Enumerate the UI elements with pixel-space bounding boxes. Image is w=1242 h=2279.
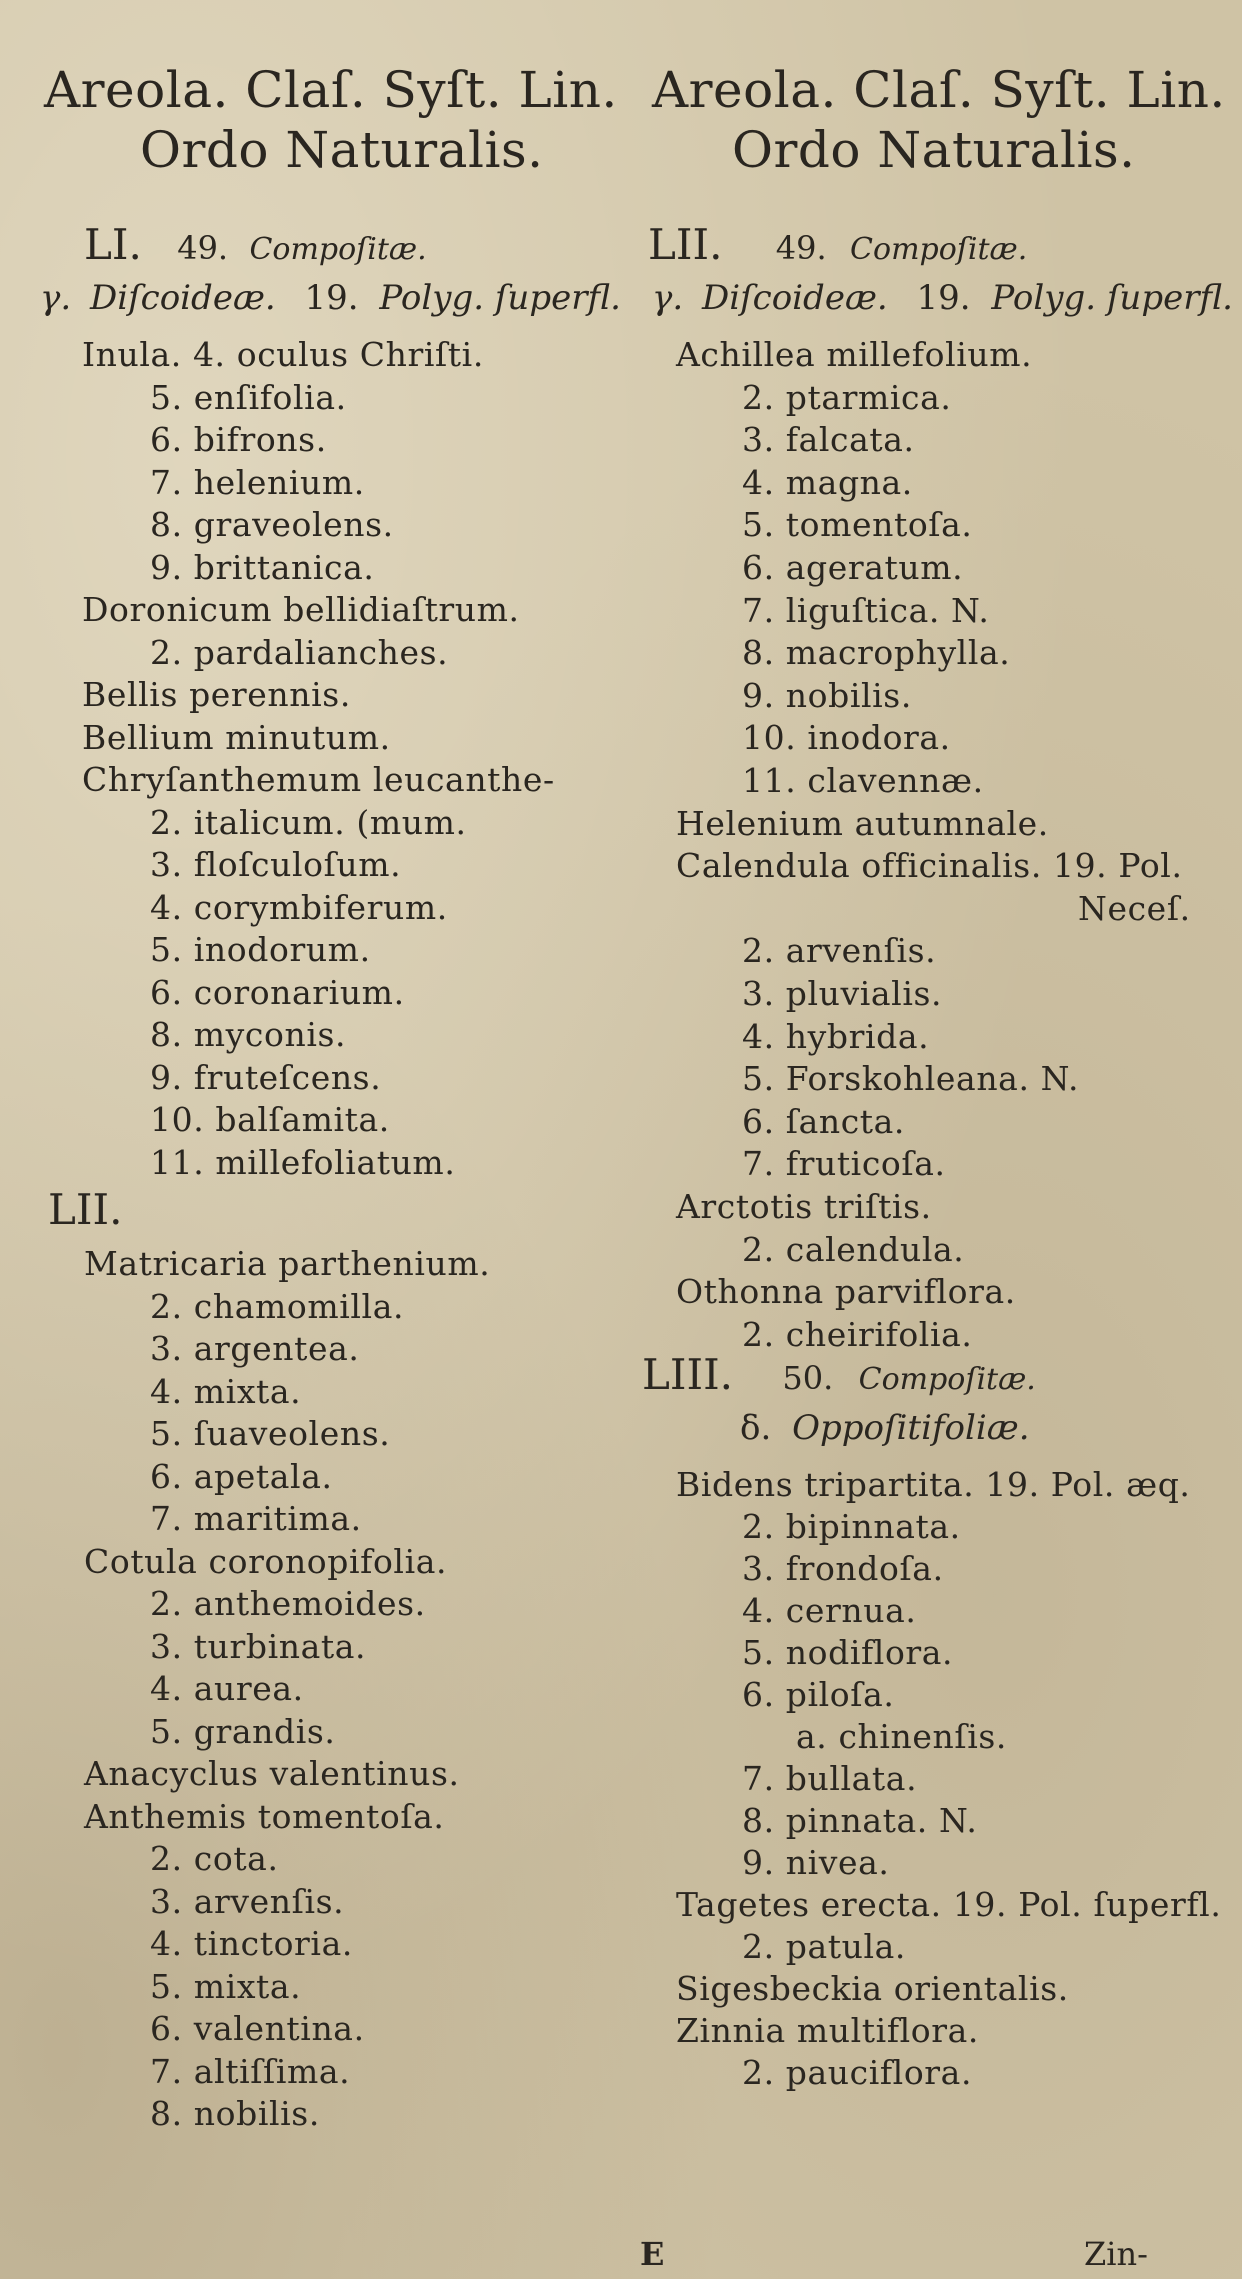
list-item: 7. maritima.	[150, 1499, 362, 1538]
list-item: 5. Forskohleana. N.	[742, 1059, 1080, 1099]
list-item: 7. helenium.	[150, 462, 365, 502]
list-item: 6. ageratum.	[742, 548, 964, 587]
right-section2-numeral: LIII.	[642, 1350, 734, 1399]
list-item: Matricaria parthenium.	[84, 1244, 491, 1283]
left-sub-class: Polyg. ſuperfl.	[379, 278, 621, 318]
left-sub-number: 19.	[304, 278, 359, 318]
list-item: Anthemis tomentoſa.	[84, 1796, 445, 1836]
right-section-heading	[648, 222, 1027, 273]
list-item: 5. enſifolia.	[150, 377, 347, 417]
list-item: Bellis perennis.	[82, 675, 351, 714]
list-item: 4. hybrida.	[742, 1016, 930, 1056]
list-item: Bellium minutum.	[82, 717, 391, 757]
right-section2-number: 50.	[782, 1359, 834, 1397]
list-item: 6. piloſa.	[742, 1675, 895, 1714]
left-header-line2: Ordo Naturalis.	[140, 121, 544, 179]
right-section-title: Compoſitæ.	[850, 232, 1028, 267]
right-subsection2-heading	[740, 1408, 1030, 1448]
list-item: 2. patula.	[742, 1927, 907, 1966]
list-item: 3. argentea.	[150, 1329, 360, 1368]
left-header-line1: Areola. Claſ. Syſt. Lin.	[44, 61, 618, 119]
list-item: 7. altiſſima.	[150, 2051, 351, 2091]
list-item: Helenium autumnale.	[676, 803, 1049, 843]
left-sub-title: Diſcoideæ.	[89, 278, 276, 318]
right-section2-title: Compoſitæ.	[858, 1362, 1036, 1397]
list-item: 3. falcata.	[742, 420, 915, 460]
right-sub-number: 19.	[916, 278, 971, 318]
list-item: Arctotis triſtis.	[676, 1187, 932, 1226]
list-item: 10. inodora.	[742, 718, 951, 758]
list-item: 9. nivea.	[742, 1843, 890, 1882]
list-item: 4. tinctoria.	[150, 1924, 353, 1963]
list-item: 2. ptarmica.	[742, 377, 952, 417]
right-subsection-heading	[652, 278, 1233, 318]
list-item: 9. nobilis.	[742, 675, 912, 715]
list-item: 6. coronarium.	[150, 972, 405, 1012]
list-item: 2. arvenſis.	[742, 931, 937, 971]
list-item: 8. graveolens.	[150, 505, 394, 544]
list-item: 6. apetala.	[150, 1456, 333, 1496]
list-item: Othonna parviflora.	[676, 1272, 1016, 1312]
list-item: Cotula coronopifolia.	[84, 1541, 448, 1581]
list-item: 5. ſuaveolens.	[150, 1414, 391, 1453]
list-item: 2. pauciflora.	[742, 2053, 973, 2092]
list-item: 11. clavennæ.	[742, 761, 984, 800]
list-item: 9. fruteſcens.	[150, 1057, 382, 1097]
right-sub2-greek: δ.	[740, 1408, 772, 1448]
list-item: 10. balſamita.	[150, 1100, 390, 1139]
list-item: 2. italicum. (mum.	[150, 802, 467, 842]
list-item: 7. liguſtica. N.	[742, 590, 990, 630]
left-section-title: Compoſitæ.	[249, 232, 427, 267]
left-section-number: 49.	[177, 229, 229, 267]
list-item: Bidens tripartita. 19. Pol. æq.	[676, 1465, 1191, 1504]
list-item: 5. mixta.	[150, 1966, 302, 2006]
list-item: 5. grandis.	[150, 1711, 336, 1751]
left-sub-greek: γ.	[40, 278, 72, 318]
left-section-heading	[84, 222, 427, 273]
list-item: 2. calendula.	[742, 1229, 965, 1269]
list-item: 8. myconis.	[150, 1015, 347, 1054]
right-sub2-title: Oppoſitifoliæ.	[792, 1408, 1030, 1448]
list-item: 6. bifrons.	[150, 420, 327, 459]
list-item: a. chinenſis.	[796, 1717, 1007, 1756]
right-header-line2: Ordo Naturalis.	[732, 121, 1136, 179]
list-item: 2. bipinnata.	[742, 1507, 961, 1546]
list-item: 9. brittanica.	[150, 547, 375, 587]
list-item: 2. pardalianches.	[150, 632, 449, 672]
list-item: 6. ſancta.	[742, 1101, 906, 1141]
list-item: 2. chamomilla.	[150, 1286, 405, 1326]
left-section-numeral: LI.	[84, 220, 142, 269]
right-column	[630, 0, 1242, 2279]
right-sub-class: Polyg. ſuperfl.	[991, 278, 1233, 318]
right-section-numeral: LII.	[648, 220, 723, 269]
list-item: 4. aurea.	[150, 1669, 304, 1708]
list-item: 3. pluvialis.	[742, 974, 943, 1013]
list-item: Doronicum bellidiaſtrum.	[82, 590, 520, 629]
list-item: Calendula officinalis. 19. Pol.	[676, 846, 1183, 886]
list-item: 7. fruticoſa.	[742, 1144, 946, 1184]
list-item: 4. mixta.	[150, 1371, 302, 1411]
list-item: 8. macrophylla.	[742, 633, 1011, 673]
list-item: Chryſanthemum leucanthe-	[82, 760, 555, 799]
list-item: 5. inodorum.	[150, 930, 371, 969]
list-item: 11. millefoliatum.	[150, 1142, 456, 1182]
left-section2-heading: LII.	[48, 1185, 123, 1234]
list-item: 3. arvenſis.	[150, 1881, 345, 1921]
list-item: 3. turbinata.	[150, 1626, 367, 1666]
list-item: Tagetes erecta. 19. Pol. ſuperfl.	[676, 1885, 1222, 1924]
list-item: 4. cernua.	[742, 1591, 917, 1630]
list-item: Anacyclus valentinus.	[84, 1754, 460, 1793]
list-item: Neceſ.	[1078, 888, 1191, 928]
list-item: Sigesbeckia orientalis.	[676, 1969, 1069, 2008]
right-sub-greek: γ.	[652, 278, 684, 318]
list-item: Inula. 4. oculus Chriſti.	[82, 335, 484, 374]
right-sub-title: Diſcoideæ.	[701, 278, 888, 318]
list-item: 3. frondoſa.	[742, 1549, 944, 1588]
right-section2-heading	[642, 1352, 1036, 1403]
list-item: 4. magna.	[742, 462, 913, 502]
signature-mark: E	[640, 2235, 665, 2273]
list-item: 2. anthemoides.	[150, 1584, 426, 1623]
list-item: 2. cota.	[150, 1839, 279, 1878]
list-item: Zinnia multiflora.	[676, 2011, 979, 2050]
right-header-line1: Areola. Claſ. Syſt. Lin.	[652, 61, 1226, 119]
list-item: 2. cheirifolia.	[742, 1314, 973, 1354]
right-section-number: 49.	[775, 229, 827, 267]
left-subsection-heading	[40, 278, 621, 318]
list-item: 4. corymbiferum.	[150, 887, 448, 927]
list-item: Achillea millefolium.	[676, 335, 1033, 374]
list-item: 6. valentina.	[150, 2009, 365, 2048]
list-item: 5. nodiflora.	[742, 1633, 954, 1672]
list-item: 7. bullata.	[742, 1759, 918, 1798]
list-item: 3. floſculoſum.	[150, 845, 402, 884]
list-item: 8. nobilis.	[150, 2094, 320, 2133]
list-item: 5. tomentoſa.	[742, 505, 973, 545]
list-item: 8. pinnata. N.	[742, 1801, 978, 1840]
catchword: Zin-	[1084, 2235, 1148, 2273]
